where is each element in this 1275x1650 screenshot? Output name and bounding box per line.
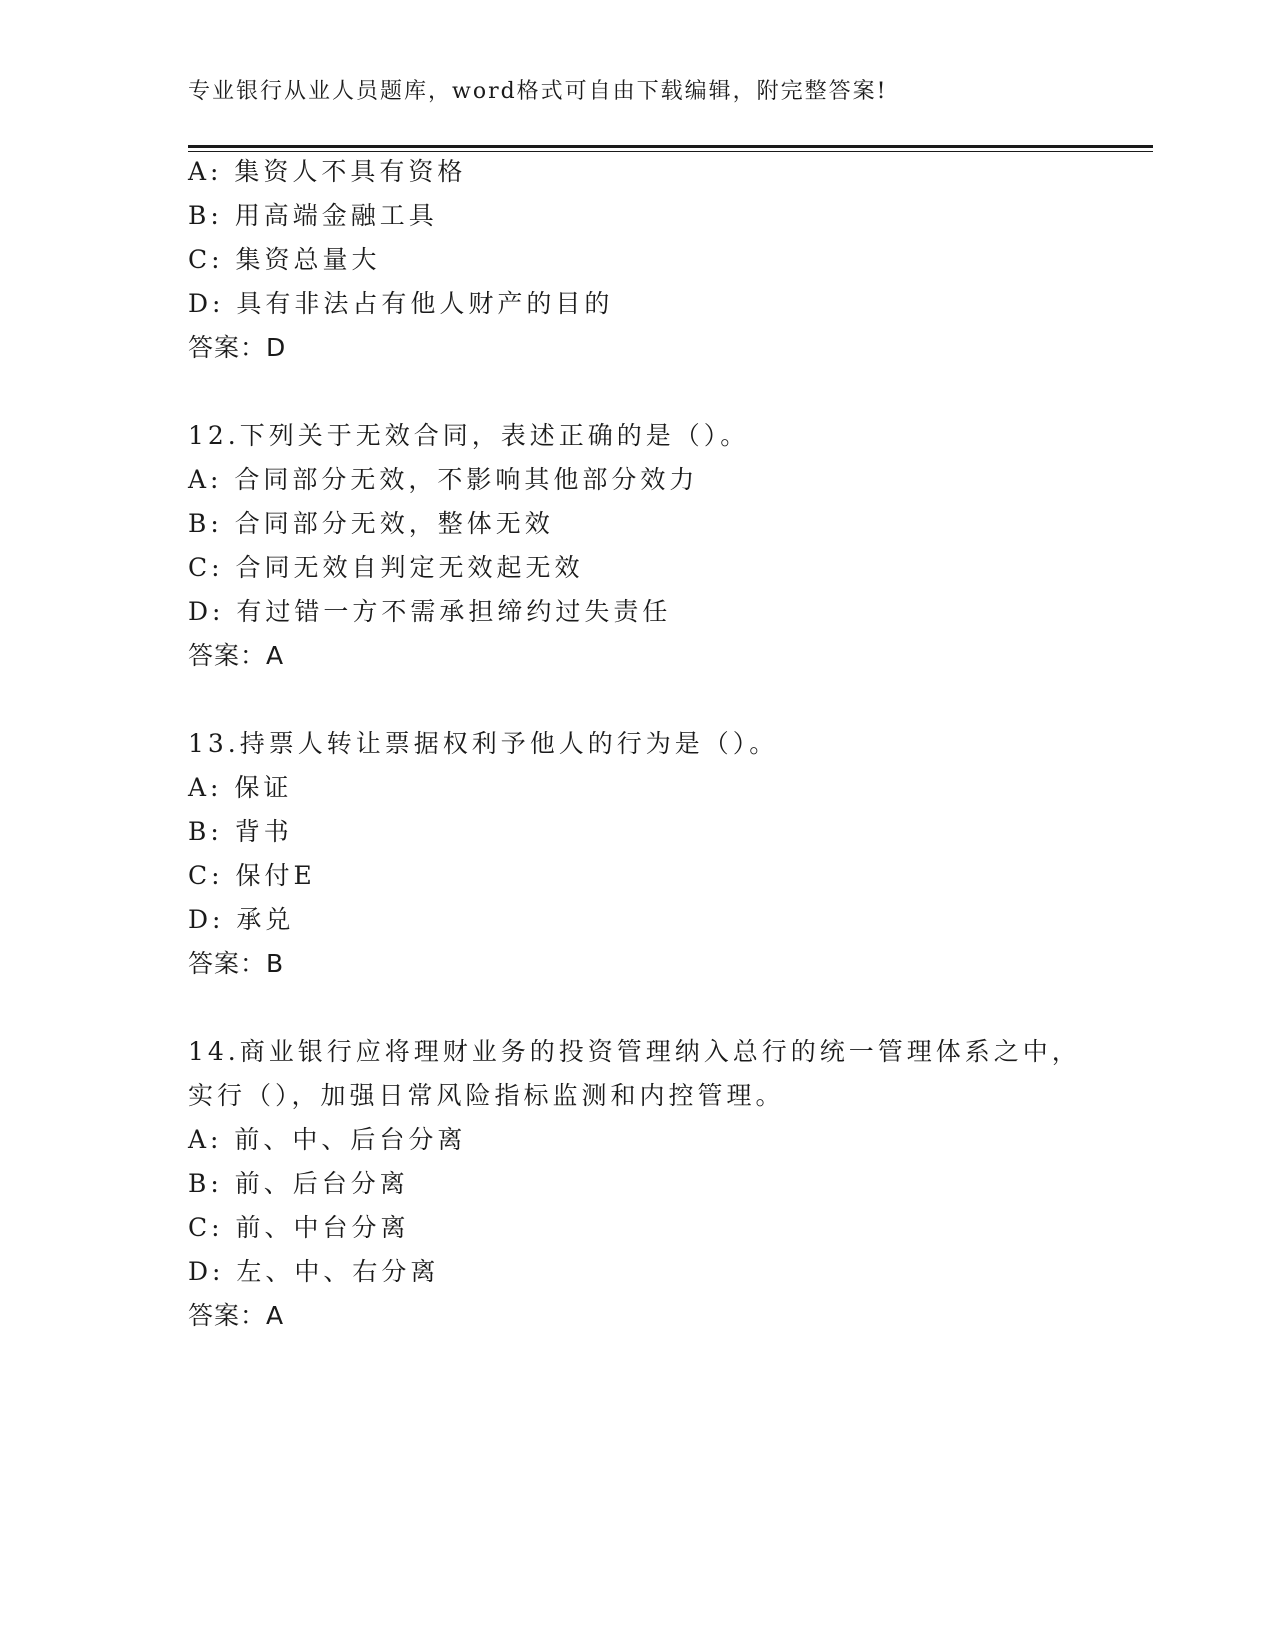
option-d: D: 承兑	[188, 905, 295, 934]
option-b: B: 背书	[188, 817, 293, 846]
option-a: A: 合同部分无效，不影响其他部分效力	[188, 465, 699, 494]
option-d: D: 具有非法占有他人财产的目的	[188, 289, 614, 318]
option-a: A: 集资人不具有资格	[188, 157, 467, 186]
question-text: 13.持票人转让票据权利予他人的行为是（）。	[188, 729, 779, 758]
option-c: C: 合同无效自判定无效起无效	[188, 553, 584, 582]
option-c: C: 集资总量大	[188, 245, 381, 274]
question-text-line-1: 14.商业银行应将理财业务的投资管理纳入总行的统一管理体系之中，	[188, 1037, 1081, 1066]
option-c: C: 前、中台分离	[188, 1213, 410, 1242]
option-a: A: 保证	[188, 773, 293, 802]
answer: 答案：D	[188, 333, 287, 362]
question-text: 12.下列关于无效合同，表述正确的是（）。	[188, 421, 750, 450]
answer: 答案：B	[188, 949, 285, 978]
header-rule-thin	[188, 151, 1153, 152]
header-text: 专业银行从业人员题库，word格式可自由下载编辑，附完整答案!	[188, 79, 888, 104]
option-b: B: 前、后台分离	[188, 1169, 409, 1198]
question-text-line-2: 实行（），加强日常风险指标监测和内控管理。	[188, 1081, 785, 1110]
option-a: A: 前、中、后台分离	[188, 1125, 467, 1154]
option-b: B: 合同部分无效，整体无效	[188, 509, 554, 538]
option-c: C: 保付E	[188, 861, 316, 890]
option-b: B: 用高端金融工具	[188, 201, 438, 230]
answer: 答案：A	[188, 641, 285, 670]
option-d: D: 有过错一方不需承担缔约过失责任	[188, 597, 672, 626]
option-d: D: 左、中、右分离	[188, 1257, 440, 1286]
answer: 答案：A	[188, 1301, 285, 1330]
header-rule-thick	[188, 145, 1153, 148]
